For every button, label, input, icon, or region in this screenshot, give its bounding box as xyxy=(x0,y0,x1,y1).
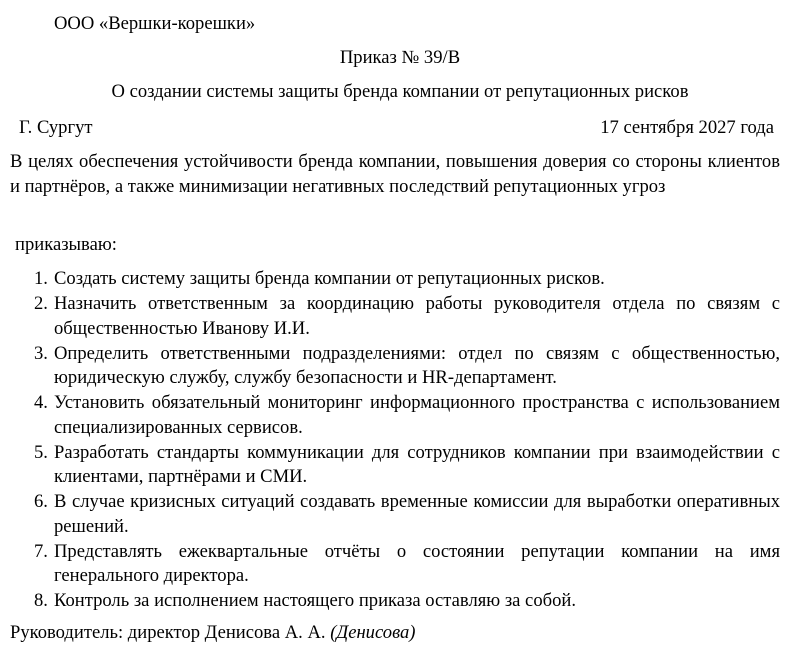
item-number: 3. xyxy=(34,342,48,364)
item-text: Разработать стандарты коммуникации для сотрудников компании при взаимодействии с клиентами, партнёрами и СМИ. xyxy=(54,441,780,487)
organization-name: ООО «Вершки-корешки» xyxy=(54,13,256,34)
item-number: 8. xyxy=(34,590,48,611)
list-item xyxy=(34,391,780,440)
list-item xyxy=(34,490,780,539)
item-number: 6. xyxy=(34,491,48,512)
preamble: В целях обеспечения устойчивости бренда компании, повышения доверия со стороны клиентов и партнёров, а также минимизации негативных последствий репутационных угроз xyxy=(10,151,780,197)
order-date: 17 сентября 2027 года xyxy=(600,117,774,138)
item-number: 1. xyxy=(34,268,48,289)
item-text: Контроль за исполнением настоящего приказа оставляю за собой. xyxy=(54,590,576,611)
item-text: Определить ответственными подразделениями: отдел по связям с общественностью, юридическую службу, службу безопасности и HR-департамент. xyxy=(54,342,780,388)
city: Г. Сургут xyxy=(19,117,93,138)
item-number: 7. xyxy=(34,540,48,562)
item-text: Представлять ежеквартальные отчёты о состоянии репутации компании на имя генерального директора. xyxy=(54,540,780,586)
item-text: Установить обязательный мониторинг информационного пространства с использованием специализированных сервисов. xyxy=(54,392,780,438)
list-item xyxy=(34,540,780,589)
item-text: В случае кризисных ситуаций создавать временные комиссии для выработки оперативных решений. xyxy=(54,491,780,537)
order-items-list xyxy=(34,267,780,614)
signature-label: Руководитель: директор Денисова А. А. xyxy=(10,622,326,643)
list-item xyxy=(34,342,780,391)
item-text: Назначить ответственным за координацию работы руководителя отдела по связям с общественностью Иванову И.И. xyxy=(54,293,780,339)
item-number: 2. xyxy=(34,293,48,314)
list-item xyxy=(34,267,780,292)
list-item xyxy=(34,441,780,490)
item-number: 5. xyxy=(34,441,48,463)
item-text: Создать систему защиты бренда компании от репутационных рисков. xyxy=(54,268,605,289)
order-number: Приказ № 39/В xyxy=(339,47,461,68)
list-item xyxy=(34,292,780,341)
item-number: 4. xyxy=(34,392,48,413)
order-title: О создании системы защиты бренда компании от репутационных рисков xyxy=(111,81,689,102)
list-item xyxy=(34,589,780,614)
order-word: приказываю: xyxy=(15,234,117,255)
signature-name: (Денисова) xyxy=(330,622,416,643)
signature-line xyxy=(10,621,416,645)
